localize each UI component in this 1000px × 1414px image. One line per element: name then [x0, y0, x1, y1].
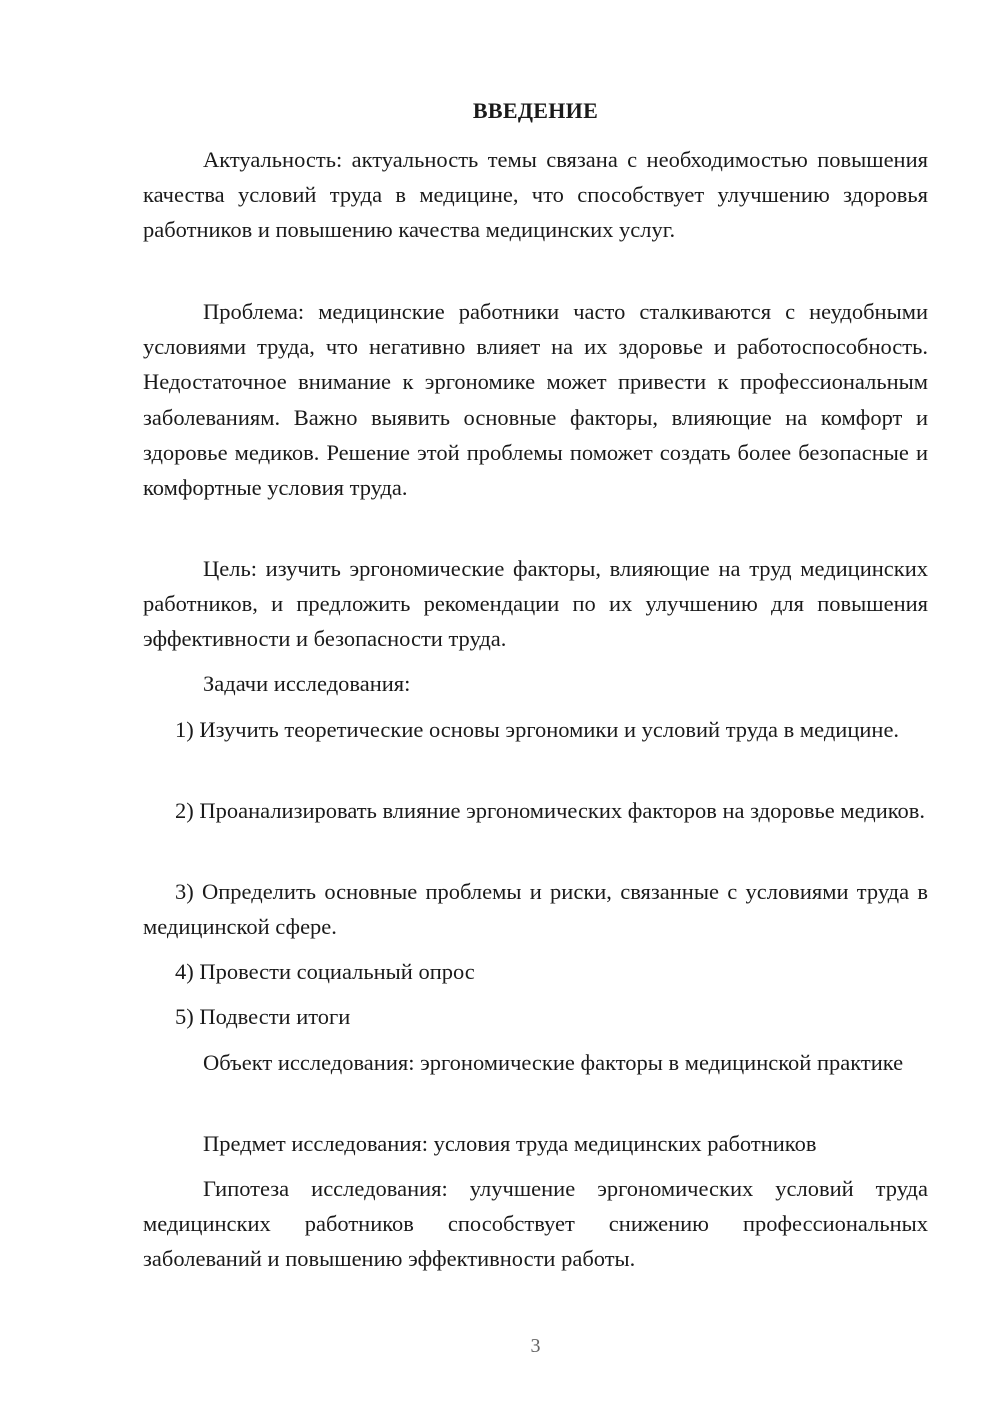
paragraph-goal: Цель: изучить эргономические факторы, влияющие на труд медицинских работников, и предложить рекомендации по их улучшению для повышения эффективности и безопасности труда.: [143, 556, 928, 652]
list-item-task-1: 1) Изучить теоретические основы эргономики и условий труда в медицине.: [175, 717, 900, 742]
list-item-task-5: 5) Подвести итоги: [175, 1004, 351, 1029]
document-page: [143, 0, 928, 1414]
paragraph-subject: Предмет исследования: условия труда медицинских работников: [203, 1131, 817, 1156]
paragraph-tasks-heading: Задачи исследования:: [203, 671, 411, 696]
paragraph-problem: Проблема: медицинские работники часто сталкиваются с неудобными условиями труда, что негативно влияет на их здоровье и работоспособность. Недостаточное внимание к эргономике может привести к профессиональным заболеваниям. Важно выявить основные факторы, влияющие на комфорт и здоровье медиков. Решение этой проблемы поможет создать более безопасные и комфортные условия труда.: [143, 299, 928, 501]
list-item-task-4: 4) Провести социальный опрос: [175, 959, 475, 984]
list-item-task-3: 3) Определить основные проблемы и риски, связанные с условиями труда в медицинской сфере.: [143, 879, 928, 940]
page-number: 3: [530, 1335, 541, 1357]
paragraph-hypothesis: Гипотеза исследования: улучшение эргономических условий труда медицинских работников способствует снижению профессиональных заболеваний и повышению эффективности работы.: [143, 1176, 928, 1272]
paragraph-relevance: Актуальность: актуальность темы связана с необходимостью повышения качества условий труда в медицине, что способствует улучшению здоровья работников и повышению качества медицинских услуг.: [143, 147, 928, 243]
section-title: ВВЕДЕНИЕ: [472, 98, 599, 123]
paragraph-object: Объект исследования: эргономические факторы в медицинской практике: [203, 1050, 904, 1075]
list-item-task-2: 2) Проанализировать влияние эргономических факторов на здоровье медиков.: [175, 798, 926, 823]
